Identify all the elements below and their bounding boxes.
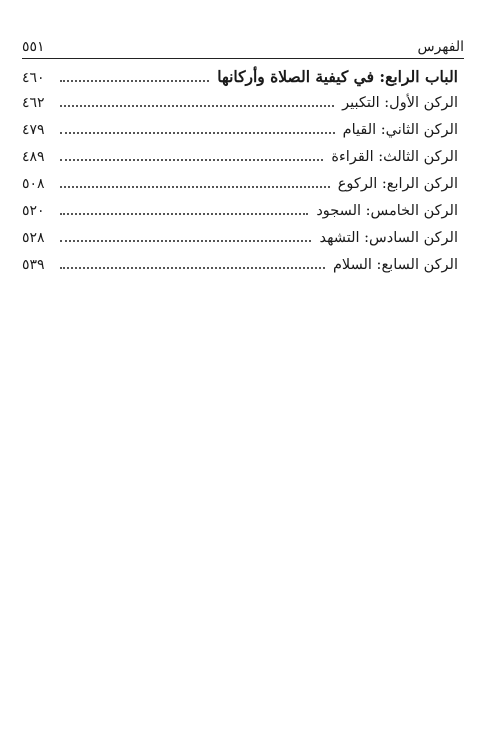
toc-entry-title: الركن السابع: السلام [332,257,458,273]
page-header [22,36,464,59]
toc-row [22,203,458,230]
toc-row [22,176,458,203]
dot-leader [60,131,335,134]
dot-leader [60,212,308,215]
toc-page-number: ٥٣٩ [22,257,45,273]
toc-row [22,149,458,176]
toc-page-number: ٤٨٩ [22,149,45,165]
toc-entry-title: الركن الأول: التكبير [342,95,458,111]
dot-leader [60,104,334,107]
dot-leader [60,266,325,269]
toc-page-number: ٥٢٨ [22,230,45,246]
dot-leader [60,185,330,188]
dot-leader [60,239,311,242]
toc-row [22,95,458,122]
toc-page-number: ٥٢٠ [22,203,45,219]
toc-entry-title: الركن السادس: التشهد [319,230,458,246]
toc-entry-title: الركن الثالث: القراءة [331,149,458,165]
toc-page-number: ٤٦٢ [22,95,45,111]
toc-row [22,122,458,149]
table-of-contents [22,67,458,284]
toc-entry-title: الركن الثاني: القيام [342,122,458,138]
running-head: الفهرس [417,39,464,55]
page-number: ٥٥١ [22,39,45,55]
toc-row [22,230,458,257]
toc-page-number: ٥٠٨ [22,176,45,192]
toc-entry-title: الركن الرابع: الركوع [337,176,458,192]
toc-chapter-row [22,67,458,95]
dot-leader [60,158,323,161]
dot-leader [60,79,209,82]
toc-row [22,257,458,284]
toc-page-number: ٤٧٩ [22,122,45,138]
toc-page-number: ٤٦٠ [22,70,45,86]
toc-entry-title: الركن الخامس: السجود [316,203,458,219]
toc-chapter-title: الباب الرابع: في كيفية الصلاة وأركانها [217,67,458,86]
